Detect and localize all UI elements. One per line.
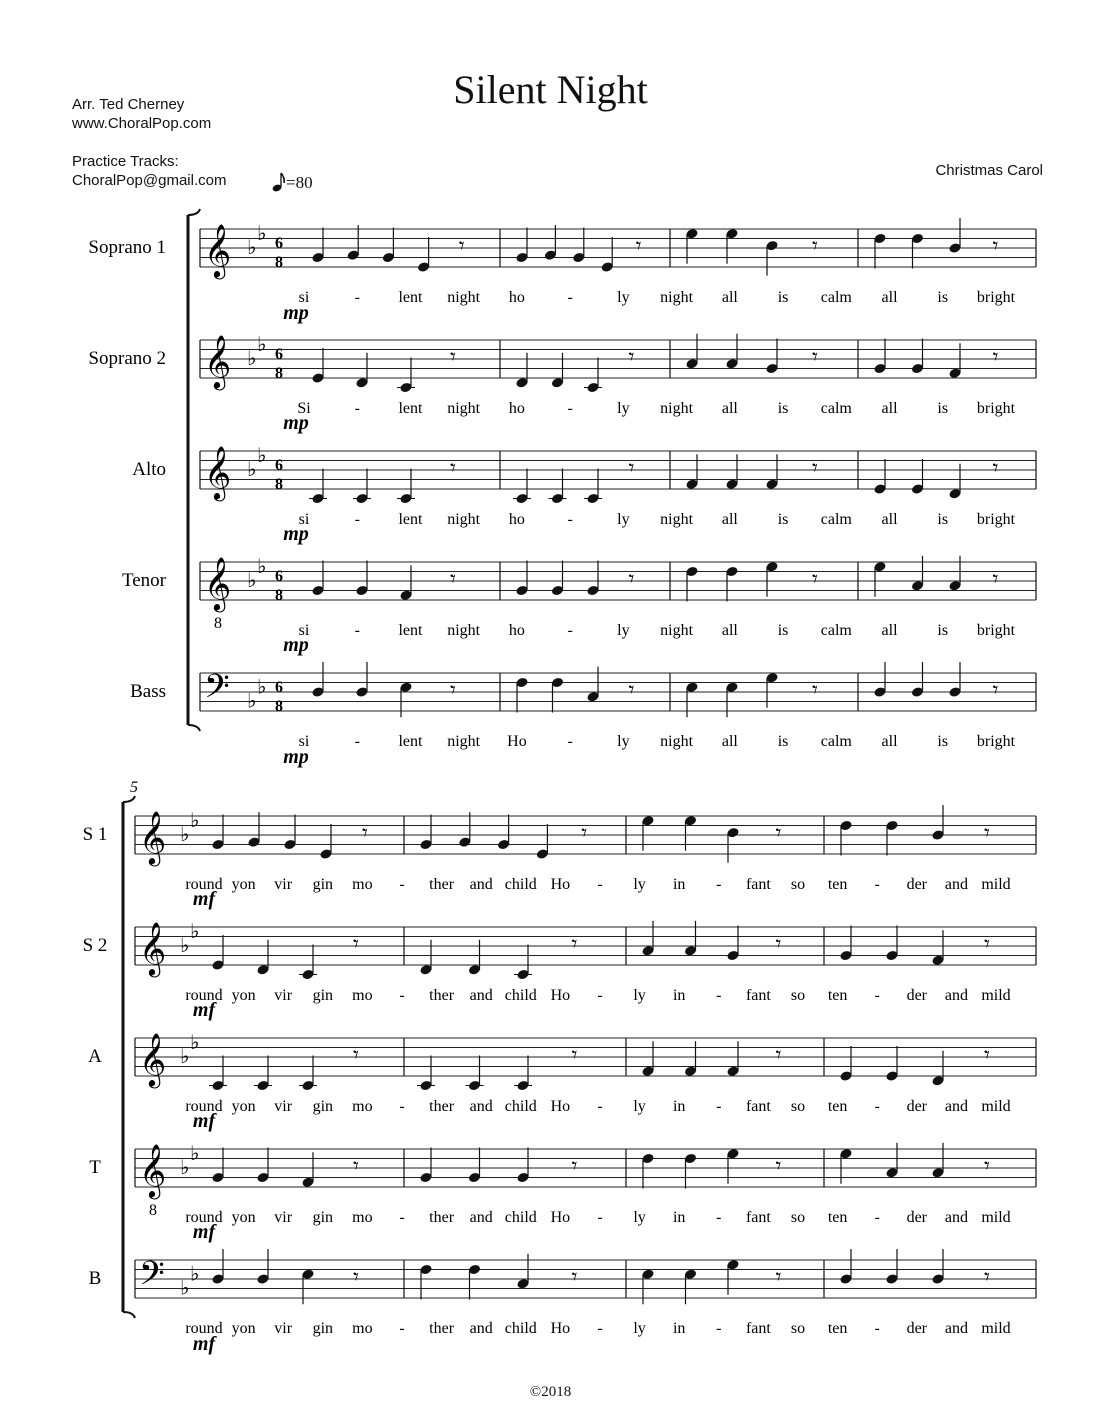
lyric-syllable: ten: [827, 1098, 848, 1115]
lyric-hyphen: -: [597, 1098, 603, 1115]
eighth-rest-icon: 𝄾: [353, 1154, 359, 1179]
lyric-hyphen: -: [716, 1098, 722, 1115]
lyric-syllable: si: [298, 622, 310, 639]
eighth-rest-icon: 𝄾: [628, 345, 635, 370]
lyric-syllable: ho: [508, 622, 525, 639]
lyric-syllable: child: [504, 987, 537, 1004]
lyric-syllable: mild: [981, 1209, 1011, 1226]
lyric-syllable: all: [721, 400, 738, 417]
lyric-syllable: child: [504, 876, 537, 893]
lyric-syllable: ly: [633, 1320, 646, 1337]
lyric-syllable: der: [906, 1209, 928, 1226]
lyric-syllable: child: [504, 1320, 537, 1337]
lyric-hyphen: -: [567, 400, 573, 417]
lyric-syllable: ho: [508, 289, 525, 306]
lyric-syllable: ther: [429, 1098, 455, 1115]
lyric-syllable: yon: [231, 876, 256, 893]
key-flat-icon: ♭: [180, 822, 190, 846]
part-name: A: [88, 1046, 102, 1067]
lyric-hyphen: -: [597, 1209, 603, 1226]
lyric-syllable: ther: [429, 987, 455, 1004]
eighth-rest-icon: 𝄾: [775, 932, 782, 957]
lyric-syllable: yon: [231, 1320, 256, 1337]
lyric-syllable: lent: [398, 289, 423, 306]
lyric-syllable: so: [790, 987, 806, 1004]
octave-8-mark: 8: [214, 615, 222, 632]
time-signature-top: 6: [275, 235, 283, 252]
lyric-syllable: is: [777, 289, 789, 306]
lyric-syllable: ly: [633, 987, 646, 1004]
time-signature-top: 6: [275, 346, 283, 363]
lyric-syllable: vir: [274, 1320, 293, 1337]
lyric-syllable: fant: [745, 876, 771, 893]
eighth-rest-icon: 𝄾: [992, 234, 999, 259]
lyric-syllable: mo: [352, 1098, 373, 1115]
part-name: S 2: [82, 935, 108, 956]
lyric-hyphen: -: [716, 876, 722, 893]
bracket-bottom-hook: [123, 1312, 135, 1318]
lyric-syllable: ly: [633, 876, 646, 893]
lyric-hyphen: -: [567, 289, 573, 306]
lyric-syllable: gin: [312, 987, 334, 1004]
lyric-syllable: Ho: [550, 1098, 571, 1115]
lyric-syllable: night: [660, 511, 694, 528]
dynamic-marking: mf: [192, 888, 216, 910]
key-flat-icon: ♭: [247, 688, 257, 713]
lyric-syllable: night: [660, 400, 694, 417]
eighth-rest-icon: 𝄾: [362, 821, 368, 846]
lyric-syllable: is: [937, 733, 949, 750]
lyric-syllable: Si: [297, 400, 311, 417]
dynamic-marking: mf: [192, 999, 216, 1021]
lyric-syllable: mild: [981, 987, 1011, 1004]
eighth-rest-icon: 𝄾: [450, 345, 456, 370]
lyric-syllable: gin: [312, 1320, 334, 1337]
lyric-syllable: all: [881, 400, 898, 417]
lyric-syllable: lent: [398, 733, 423, 750]
lyric-syllable: si: [298, 511, 310, 528]
lyric-syllable: ly: [617, 289, 630, 306]
lyric-syllable: ly: [617, 511, 630, 528]
lyric-syllable: bright: [976, 511, 1016, 528]
lyric-syllable: der: [906, 1098, 928, 1115]
part-name: Bass: [130, 681, 166, 702]
part-name: B: [88, 1268, 102, 1289]
lyric-syllable: calm: [820, 622, 852, 639]
page-title: Silent Night: [453, 67, 648, 112]
dynamic-marking: mp: [283, 412, 309, 434]
lyric-hyphen: -: [567, 733, 573, 750]
lyric-syllable: round: [185, 1098, 223, 1115]
lyric-syllable: and: [944, 1209, 968, 1226]
time-signature-top: 6: [275, 568, 283, 585]
eighth-rest-icon: 𝄾: [775, 1265, 782, 1290]
lyric-syllable: Ho: [550, 987, 571, 1004]
key-flat-icon: ♭: [180, 933, 190, 957]
lyric-hyphen: -: [716, 1320, 722, 1337]
eighth-rest-icon: 𝄾: [992, 456, 999, 481]
key-flat-icon: ♭: [257, 674, 267, 699]
source-credit: Christmas Carol: [935, 162, 1043, 179]
eighth-rest-icon: 𝄾: [775, 1154, 782, 1179]
eighth-rest-icon: 𝄾: [628, 456, 635, 481]
lyric-hyphen: -: [354, 400, 360, 417]
eighth-rest-icon: 𝄾: [458, 234, 465, 259]
time-signature-bottom: 8: [275, 698, 283, 715]
eighth-rest-icon: 𝄾: [450, 567, 456, 592]
eighth-rest-icon: 𝄾: [812, 234, 818, 259]
eighth-rest-icon: 𝄾: [353, 1043, 359, 1068]
eighth-rest-icon: 𝄾: [812, 567, 818, 592]
time-signature-bottom: 8: [275, 587, 283, 604]
lyric-syllable: ly: [617, 622, 630, 639]
lyric-syllable: mo: [352, 1320, 373, 1337]
key-flat-icon: ♭: [257, 220, 267, 245]
key-flat-icon: ♭: [257, 442, 267, 467]
lyric-syllable: lent: [398, 622, 423, 639]
lyric-syllable: and: [944, 1098, 968, 1115]
part-name: Soprano 1: [88, 237, 166, 258]
lyric-syllable: all: [721, 289, 738, 306]
time-signature-top: 6: [275, 679, 283, 696]
lyric-syllable: round: [185, 1209, 223, 1226]
key-flat-icon: ♭: [247, 457, 257, 481]
lyric-syllable: calm: [820, 400, 852, 417]
lyric-syllable: is: [777, 622, 789, 639]
eighth-rest-icon: 𝄾: [775, 1043, 782, 1068]
part-name: Alto: [132, 459, 166, 480]
lyric-syllable: in: [672, 1209, 686, 1226]
lyric-syllable: is: [937, 622, 949, 639]
key-flat-icon: ♭: [257, 331, 267, 356]
key-flat-icon: ♭: [247, 346, 257, 370]
lyric-syllable: fant: [745, 1320, 771, 1337]
lyric-syllable: round: [185, 1320, 223, 1337]
lyric-syllable: ther: [429, 1209, 455, 1226]
lyric-syllable: si: [298, 733, 310, 750]
eighth-rest-icon: 𝄾: [775, 821, 782, 846]
lyric-syllable: Ho: [550, 1320, 571, 1337]
lyric-syllable: vir: [274, 876, 293, 893]
lyric-syllable: round: [185, 987, 223, 1004]
lyric-syllable: gin: [312, 1209, 334, 1226]
lyric-syllable: bright: [976, 289, 1016, 306]
lyric-syllable: all: [881, 289, 898, 306]
lyric-syllable: vir: [274, 1209, 293, 1226]
lyric-hyphen: -: [874, 1098, 880, 1115]
lyric-syllable: ho: [508, 400, 525, 417]
lyric-hyphen: -: [399, 987, 405, 1004]
lyric-syllable: bright: [976, 400, 1016, 417]
dynamic-marking: mf: [192, 1221, 216, 1243]
treble-clef-icon: 𝄞: [204, 556, 232, 610]
bass-clef-icon: 𝄢: [139, 1255, 165, 1301]
lyric-syllable: der: [906, 1320, 928, 1337]
lyric-syllable: is: [777, 511, 789, 528]
lyric-syllable: lent: [398, 511, 423, 528]
tempo-value: =80: [286, 173, 313, 192]
lyric-syllable: child: [504, 1098, 537, 1115]
lyric-hyphen: -: [874, 987, 880, 1004]
treble-clef-icon: 𝄞: [204, 334, 232, 388]
lyric-syllable: all: [721, 511, 738, 528]
treble-clef-icon: 𝄞: [139, 921, 167, 975]
lyric-syllable: mild: [981, 876, 1011, 893]
copyright: ©2018: [529, 1384, 572, 1400]
key-flat-icon: ♭: [247, 568, 257, 592]
lyric-syllable: and: [469, 1209, 493, 1226]
lyric-syllable: night: [447, 400, 481, 417]
practice-email-link[interactable]: ChoralPop@gmail.com: [72, 172, 227, 189]
lyric-syllable: in: [672, 987, 686, 1004]
eighth-rest-icon: 𝄾: [812, 345, 818, 370]
key-flat-icon: ♭: [180, 1155, 190, 1179]
lyric-syllable: night: [660, 733, 694, 750]
lyric-syllable: Ho: [550, 876, 571, 893]
lyric-syllable: in: [672, 876, 686, 893]
eighth-rest-icon: 𝄾: [984, 1265, 990, 1290]
lyric-syllable: round: [185, 876, 223, 893]
eighth-rest-icon: 𝄾: [571, 932, 578, 957]
lyric-syllable: si: [298, 289, 310, 306]
lyric-syllable: yon: [231, 1098, 256, 1115]
lyric-syllable: so: [790, 1209, 806, 1226]
lyric-hyphen: -: [399, 1098, 405, 1115]
lyric-syllable: and: [944, 1320, 968, 1337]
treble-clef-icon: 𝄞: [204, 223, 232, 277]
lyric-syllable: night: [447, 289, 481, 306]
lyric-syllable: vir: [274, 987, 293, 1004]
lyric-hyphen: -: [354, 511, 360, 528]
lyric-syllable: all: [721, 622, 738, 639]
lyric-syllable: ther: [429, 1320, 455, 1337]
eighth-rest-icon: 𝄾: [450, 456, 456, 481]
time-signature-bottom: 8: [275, 365, 283, 382]
lyric-syllable: der: [906, 876, 928, 893]
lyric-hyphen: -: [874, 876, 880, 893]
lyric-syllable: ther: [429, 876, 455, 893]
lyric-syllable: and: [469, 987, 493, 1004]
lyric-syllable: so: [790, 1320, 806, 1337]
lyric-syllable: and: [469, 876, 493, 893]
lyric-hyphen: -: [597, 987, 603, 1004]
lyric-syllable: fant: [745, 1209, 771, 1226]
lyric-hyphen: -: [354, 289, 360, 306]
lyric-syllable: vir: [274, 1098, 293, 1115]
lyric-syllable: mo: [352, 1209, 373, 1226]
eighth-rest-icon: 𝄾: [992, 567, 999, 592]
lyric-syllable: night: [660, 289, 694, 306]
lyric-syllable: mo: [352, 987, 373, 1004]
lyric-hyphen: -: [399, 876, 405, 893]
eighth-rest-icon: 𝄾: [353, 932, 359, 957]
website-link[interactable]: www.ChoralPop.com: [72, 115, 212, 132]
lyric-syllable: der: [906, 987, 928, 1004]
eighth-rest-icon: 𝄾: [984, 932, 990, 957]
treble-clef-icon: 𝄞: [139, 810, 167, 864]
eighth-rest-icon: 𝄾: [571, 1043, 578, 1068]
lyric-syllable: is: [777, 400, 789, 417]
eighth-rest-icon: 𝄾: [571, 1154, 578, 1179]
lyric-syllable: child: [504, 1209, 537, 1226]
lyric-syllable: mo: [352, 876, 373, 893]
eighth-rest-icon: 𝄾: [812, 456, 818, 481]
lyric-syllable: so: [790, 1098, 806, 1115]
lyric-syllable: mild: [981, 1098, 1011, 1115]
lyric-hyphen: -: [399, 1209, 405, 1226]
eighth-rest-icon: 𝄾: [628, 567, 635, 592]
lyric-syllable: is: [777, 733, 789, 750]
dynamic-marking: mp: [283, 302, 309, 324]
lyric-syllable: ten: [827, 987, 848, 1004]
lyric-syllable: yon: [231, 1209, 256, 1226]
key-flat-icon: ♭: [190, 1261, 200, 1286]
lyric-syllable: ly: [633, 1209, 646, 1226]
lyric-syllable: and: [469, 1098, 493, 1115]
dynamic-marking: mp: [283, 634, 309, 656]
lyric-syllable: night: [660, 622, 694, 639]
lyric-hyphen: -: [874, 1320, 880, 1337]
lyric-syllable: fant: [745, 1098, 771, 1115]
lyric-syllable: calm: [820, 511, 852, 528]
bracket-top-hook: [123, 796, 135, 802]
octave-8-mark: 8: [149, 1202, 157, 1219]
key-flat-icon: ♭: [190, 918, 200, 943]
lyric-syllable: ly: [633, 1098, 646, 1115]
eighth-rest-icon: 𝄾: [984, 1154, 990, 1179]
lyric-hyphen: -: [597, 876, 603, 893]
lyric-hyphen: -: [354, 733, 360, 750]
lyric-hyphen: -: [354, 622, 360, 639]
lyric-hyphen: -: [874, 1209, 880, 1226]
eighth-rest-icon: 𝄾: [984, 821, 990, 846]
lyric-syllable: ten: [827, 1320, 848, 1337]
lyric-syllable: ho: [508, 511, 525, 528]
lyric-syllable: all: [881, 622, 898, 639]
lyric-syllable: calm: [820, 289, 852, 306]
lyric-syllable: ten: [827, 1209, 848, 1226]
lyric-syllable: all: [721, 733, 738, 750]
dynamic-marking: mf: [192, 1110, 216, 1132]
lyric-syllable: calm: [820, 733, 852, 750]
treble-clef-icon: 𝄞: [139, 1032, 167, 1086]
lyric-syllable: Ho: [550, 1209, 571, 1226]
lyric-syllable: and: [944, 987, 968, 1004]
lyric-syllable: bright: [976, 622, 1016, 639]
lyric-syllable: in: [672, 1098, 686, 1115]
lyric-syllable: in: [672, 1320, 686, 1337]
lyric-syllable: lent: [398, 400, 423, 417]
key-flat-icon: ♭: [180, 1044, 190, 1068]
eighth-rest-icon: 𝄾: [635, 234, 642, 259]
part-name: T: [89, 1157, 101, 1178]
key-flat-icon: ♭: [247, 235, 257, 259]
lyric-syllable: bright: [976, 733, 1016, 750]
lyric-syllable: night: [447, 733, 481, 750]
lyric-syllable: all: [881, 511, 898, 528]
lyric-syllable: gin: [312, 1098, 334, 1115]
lyric-hyphen: -: [716, 987, 722, 1004]
lyric-syllable: so: [790, 876, 806, 893]
dynamic-marking: mf: [192, 1333, 216, 1355]
eighth-rest-icon: 𝄾: [992, 678, 999, 703]
part-name: Tenor: [121, 570, 166, 591]
key-flat-icon: ♭: [257, 553, 267, 578]
lyric-hyphen: -: [567, 622, 573, 639]
key-flat-icon: ♭: [190, 807, 200, 832]
part-name: S 1: [82, 824, 108, 845]
treble-clef-icon: 𝄞: [204, 445, 232, 499]
lyric-syllable: is: [937, 511, 949, 528]
lyric-syllable: gin: [312, 876, 334, 893]
time-signature-bottom: 8: [275, 254, 283, 271]
practice-label: Practice Tracks:: [72, 153, 179, 170]
eighth-rest-icon: 𝄾: [984, 1043, 990, 1068]
dynamic-marking: mp: [283, 523, 309, 545]
lyric-syllable: is: [937, 400, 949, 417]
lyric-syllable: yon: [231, 987, 256, 1004]
lyric-hyphen: -: [716, 1209, 722, 1226]
lyric-syllable: Ho: [507, 733, 527, 750]
lyric-syllable: and: [469, 1320, 493, 1337]
lyric-hyphen: -: [567, 511, 573, 528]
bracket-top-hook: [188, 209, 200, 215]
lyric-hyphen: -: [597, 1320, 603, 1337]
lyric-syllable: night: [447, 622, 481, 639]
bracket-bottom-hook: [188, 725, 200, 731]
treble-clef-icon: 𝄞: [139, 1143, 167, 1197]
key-flat-icon: ♭: [190, 1029, 200, 1054]
measure-number: 5: [130, 779, 138, 796]
arranger-name: Arr. Ted Cherney: [72, 96, 185, 113]
eighth-rest-icon: 𝄾: [992, 345, 999, 370]
lyric-syllable: mild: [981, 1320, 1011, 1337]
dynamic-marking: mp: [283, 746, 309, 768]
time-signature-top: 6: [275, 457, 283, 474]
eighth-rest-icon: 𝄾: [581, 821, 588, 846]
lyric-syllable: and: [944, 876, 968, 893]
key-flat-icon: ♭: [190, 1140, 200, 1165]
eighth-rest-icon: 𝄾: [353, 1265, 359, 1290]
lyric-syllable: ten: [827, 876, 848, 893]
lyric-syllable: ly: [617, 733, 630, 750]
lyric-syllable: all: [881, 733, 898, 750]
eighth-rest-icon: 𝄾: [628, 678, 635, 703]
time-signature-bottom: 8: [275, 476, 283, 493]
eighth-rest-icon: 𝄾: [450, 678, 456, 703]
eighth-rest-icon: 𝄾: [812, 678, 818, 703]
lyric-syllable: is: [937, 289, 949, 306]
lyric-hyphen: -: [399, 1320, 405, 1337]
eighth-rest-icon: 𝄾: [571, 1265, 578, 1290]
part-name: Soprano 2: [88, 348, 166, 369]
lyric-syllable: night: [447, 511, 481, 528]
key-flat-icon: ♭: [180, 1275, 190, 1300]
lyric-syllable: ly: [617, 400, 630, 417]
lyric-syllable: fant: [745, 987, 771, 1004]
bass-clef-icon: 𝄢: [204, 668, 230, 714]
